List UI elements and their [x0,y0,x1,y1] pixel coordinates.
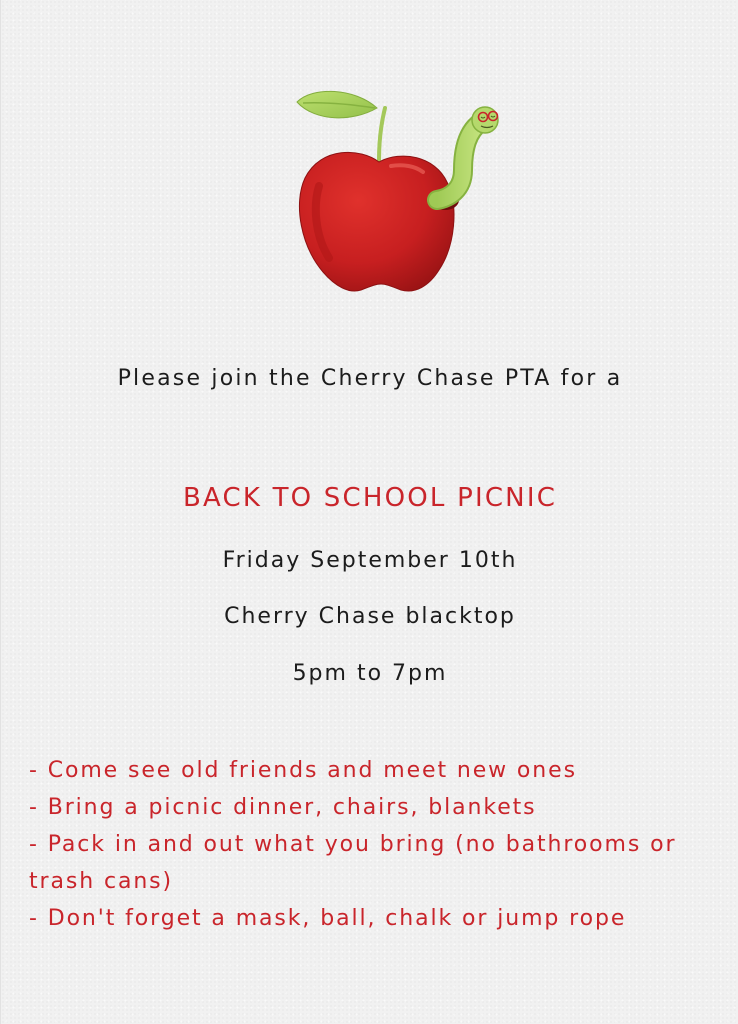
event-location: Cherry Chase blacktop [224,604,516,629]
note-item: - Don't forget a mask, ball, chalk or jump rope [29,906,627,931]
event-time: 5pm to 7pm [292,661,448,686]
intro-text: Please join the Cherry Chase PTA for a [117,366,623,391]
event-notes-list [29,752,729,937]
note-item: - Bring a picnic dinner, chairs, blankets [29,795,537,820]
event-title: BACK TO SCHOOL PICNIC [182,483,558,513]
note-item: - Come see old friends and meet new ones [29,758,577,783]
event-date: Friday September 10th [222,548,518,573]
apple-with-worm-icon [291,86,506,301]
note-item: - Pack in and out what you bring (no bathrooms or trash cans) [29,832,677,894]
